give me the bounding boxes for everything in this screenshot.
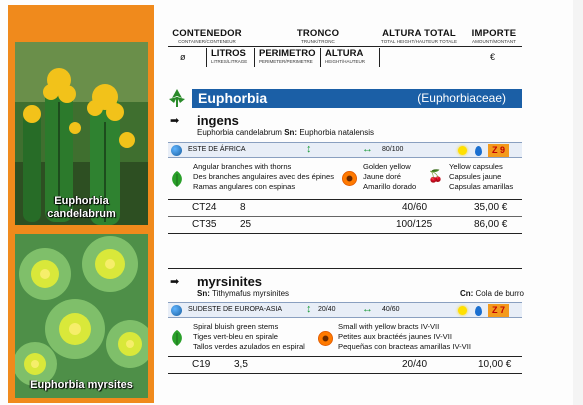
sun-icon [458,306,467,315]
species-name: myrsinites [197,274,263,289]
table-row: CT24 8 40/60 35,00 € [192,202,508,213]
water-drop-icon [475,306,482,316]
origin-text: SUDESTE DE EUROPA-ASIA [188,306,283,313]
flower-description: Small with yellow bracts IV-VII Petites aux bractéés jaunes IV-VII Pequeñas con bracteas amarillas IV-VII [338,322,471,351]
table-divider [168,233,522,234]
photo-caption-line-2: candelabrum [47,208,116,220]
photo-caption-2: Euphorbia myrsites [30,379,133,391]
common-name: Cn: Cola de burro [459,289,524,298]
header-altura: ALTURA HEIGHT/HAUTEUR [320,48,380,67]
globe-icon [171,145,182,156]
table-row: C19 3,5 20/40 10,00 € [192,359,512,370]
species-name: ingens [197,113,239,128]
photo-euphorbia-myrsites [15,234,148,398]
photo-caption-line-1: Euphorbia [54,195,109,207]
height-arrow-icon: ↕ [306,303,312,315]
spread-arrow-icon: ↔ [362,303,373,315]
arrow-right-icon: ➡ [170,276,180,288]
spurge-photo-image [15,234,148,398]
header-tronco: TRONCO TRUNK/TRONC [296,28,340,44]
header-importe: IMPORTE AMOUNT/MONTANT [471,28,517,44]
arrow-right-icon: ➡ [170,115,180,127]
sun-icon [458,146,467,155]
genus-name: Euphorbia [198,90,268,106]
species-synonym: Sn: Tithymafus myrsinites [197,289,290,298]
leaf-icon [169,170,185,188]
header-contenedor: CONTENEDOR CONTAINER/CONTENEUR [172,28,242,44]
globe-icon [171,305,182,316]
column-header [168,28,522,64]
diameter-symbol: ø [180,52,186,62]
table-row: CT35 25 100/125 86,00 € [192,219,508,230]
species-info-bar [168,142,522,158]
header-divider [168,46,522,47]
header-altura-total: ALTURA TOTAL TOTAL HEIGHT/HAUTEUR TOTALE [380,28,458,44]
photo-euphorbia-candelabrum [15,42,148,225]
family-banner [192,89,522,108]
header-perimetro: PERIMETRO PERIMETER/PERIMETRE [254,48,320,67]
family-name: (Euphorbiaceae) [417,91,506,105]
flower-icon [342,171,357,186]
flower-description: Golden yellow Jaune doré Amarillo dorado [363,162,417,191]
leaf-description: Angular branches with thorns Des branches angulaires avec des épines Ramas angulares con espinas [193,162,334,191]
height-arrow-icon: ↕ [306,143,312,155]
hardiness-zone-badge: Z 9 [488,144,509,157]
species-info-bar [168,302,522,318]
leaf-description: Spiral bluish green stems Tiges vert-bleu en spirale Tallos verdes azulados en espiral [193,322,305,351]
photo-caption-1 [15,195,148,221]
leaf-logo-icon [166,87,188,109]
leaf-icon [169,329,185,347]
table-divider [168,373,522,374]
origin-text: ESTE DE ÁFRICA [188,146,246,153]
euro-symbol: € [490,52,496,62]
hardiness-zone-badge: Z 7 [488,304,509,317]
header-litros: LITROS LITRES/LITRAGE [206,48,254,67]
spread-value: 40/60 [382,306,400,313]
height-value: 20/40 [318,306,336,313]
water-drop-icon [475,146,482,156]
fruit-description: Yellow capsules Capsules jaune Capsulas amarillas [449,162,514,191]
table-divider [168,216,522,217]
species-synonym: Euphorbia candelabrum Sn: Euphorbia natalensis [197,128,375,137]
page-edge [573,0,583,405]
spread-arrow-icon: ↔ [362,143,373,155]
photo-column [8,5,154,403]
table-divider [168,199,522,200]
flower-icon [318,331,333,346]
fruit-icon: 🍒 [428,169,443,183]
section-divider [168,268,522,269]
spread-value: 80/100 [382,146,404,153]
table-divider [168,356,522,357]
